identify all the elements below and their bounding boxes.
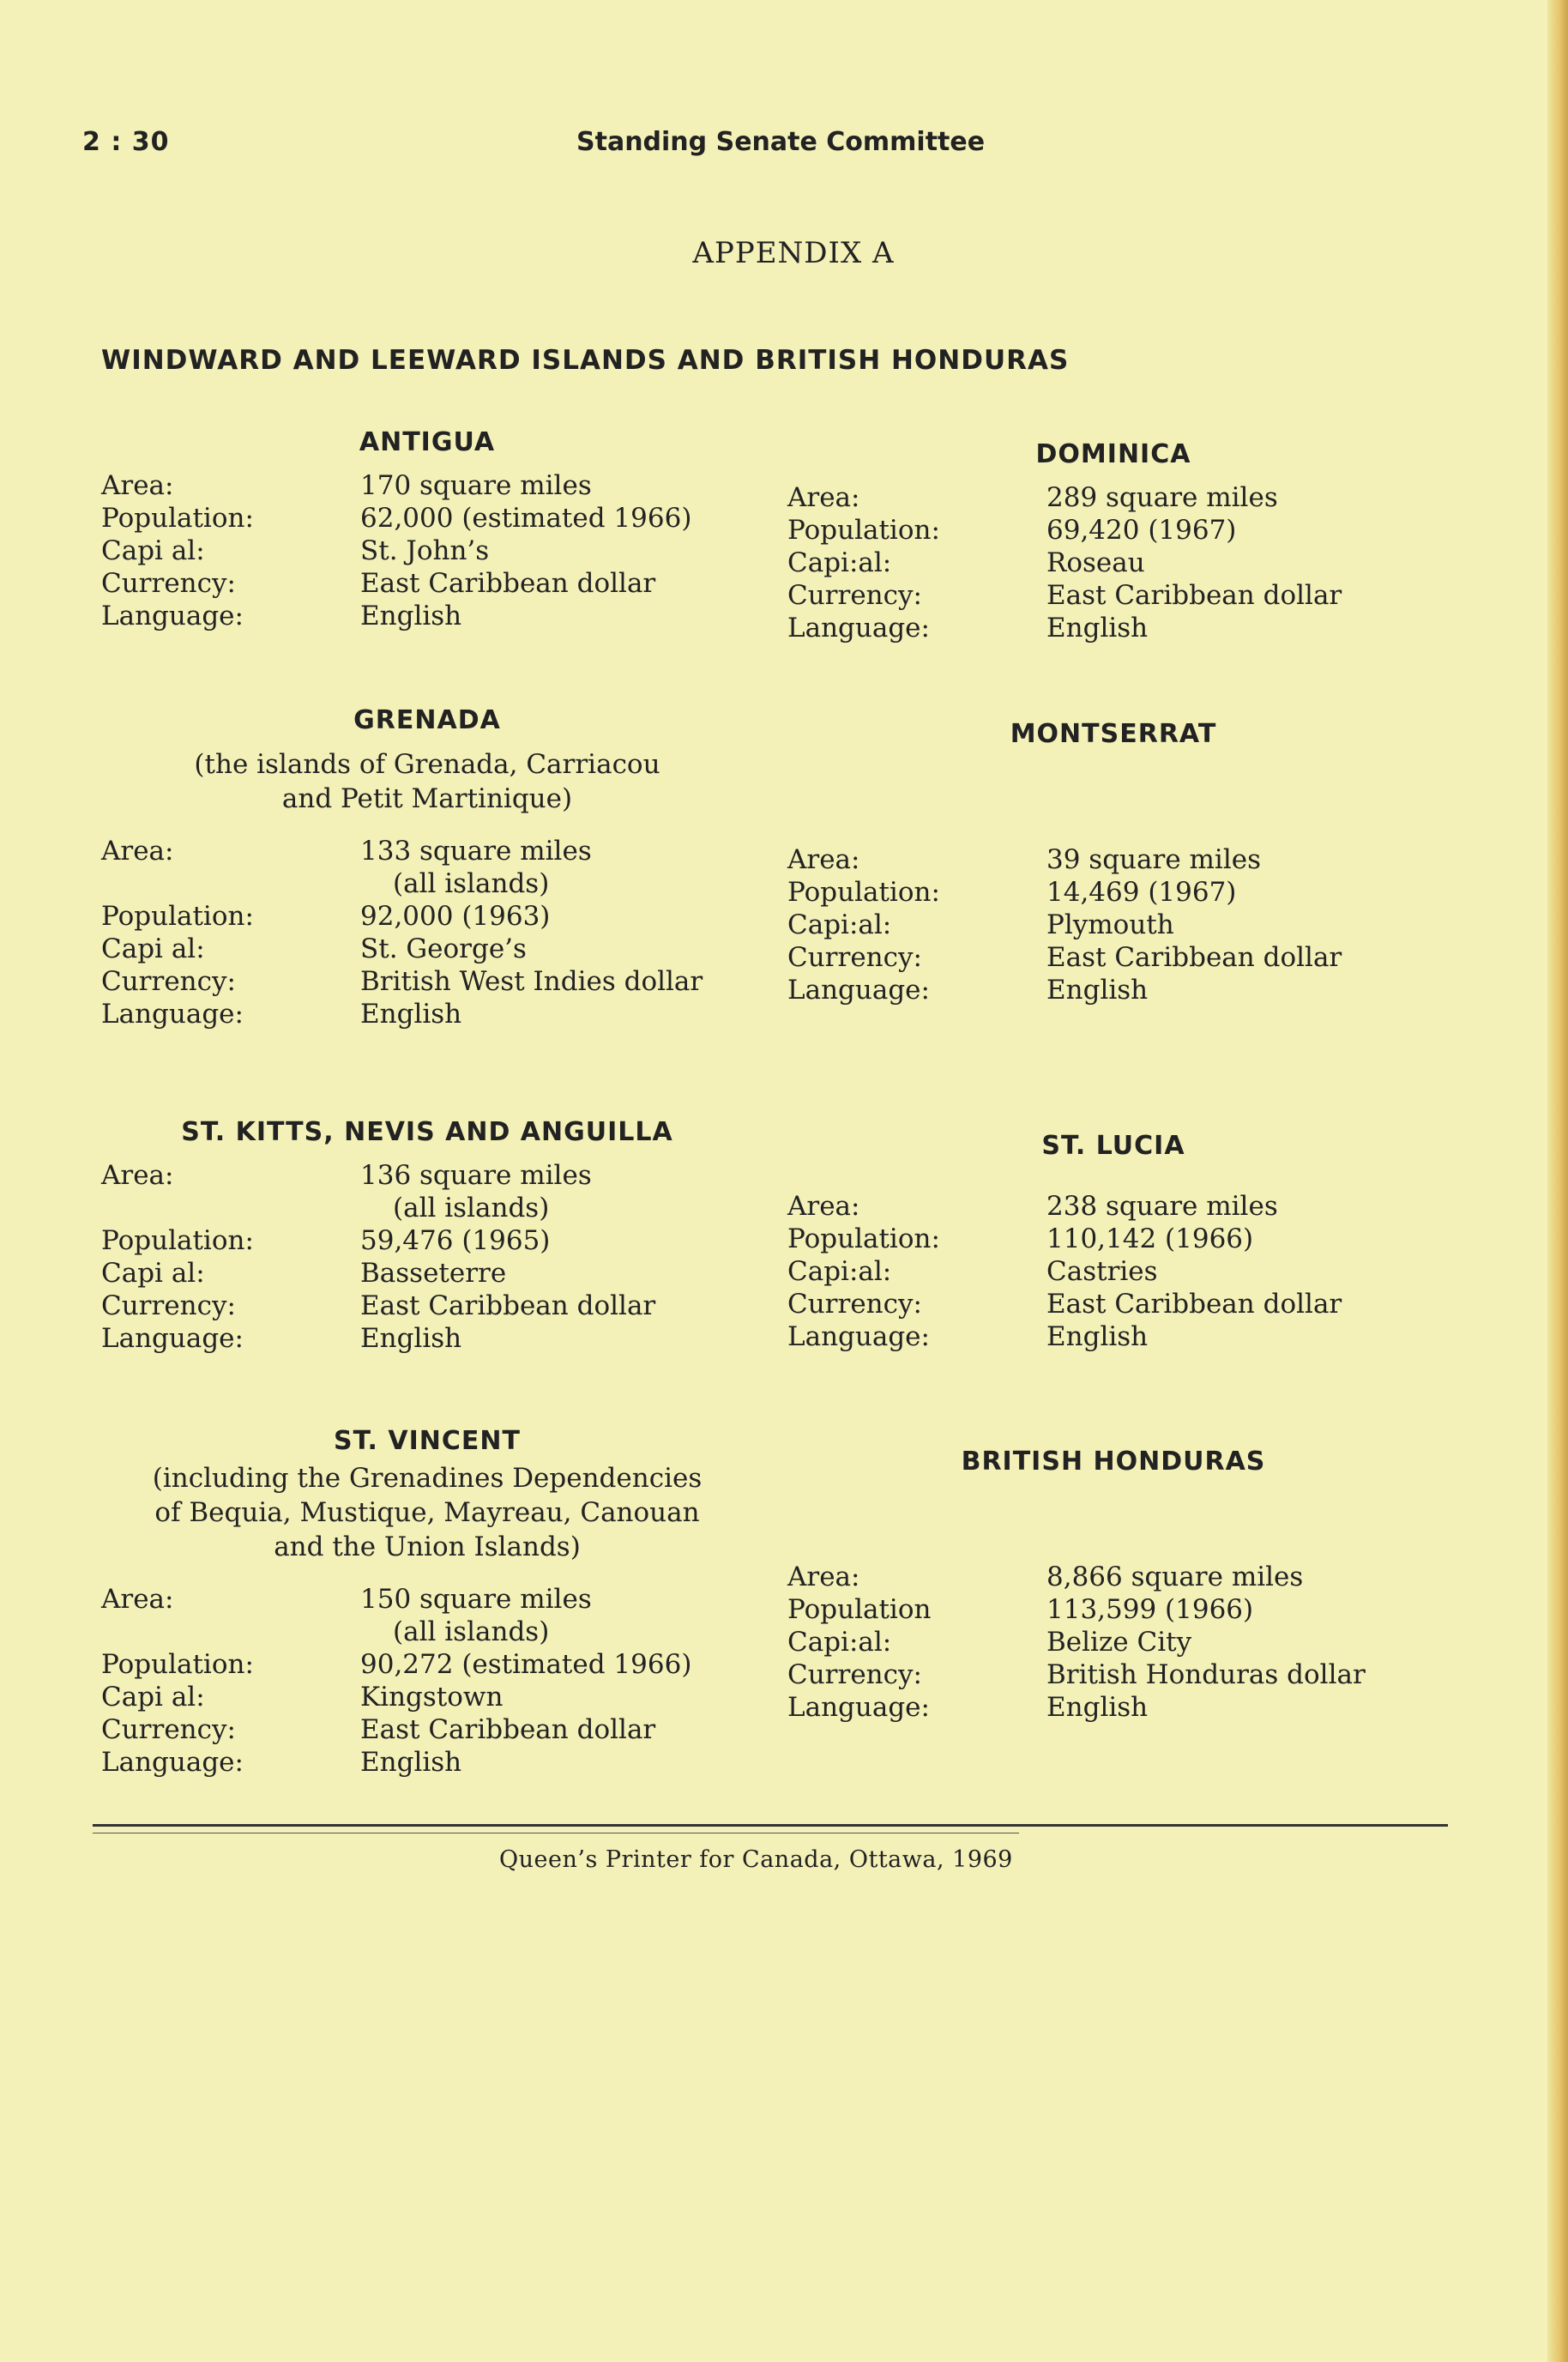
- row-label: Population:: [787, 1223, 940, 1254]
- row-label: Capi al:: [101, 535, 205, 566]
- info-row: [101, 600, 753, 632]
- row-label: Area:: [101, 836, 174, 867]
- row-label: Currency:: [787, 1659, 922, 1690]
- info-row: [787, 843, 1439, 876]
- section-title: ST. VINCENT: [334, 1426, 521, 1456]
- row-label: Area:: [787, 1562, 860, 1592]
- info-row: [101, 1746, 753, 1779]
- info-row: [787, 481, 1439, 514]
- info-row: [787, 1691, 1439, 1724]
- area-note: (all islands): [393, 1616, 550, 1647]
- page-number: 2 : 30: [82, 127, 170, 157]
- info-row: [101, 1159, 753, 1224]
- info-row: [101, 965, 753, 998]
- row-value: 62,000 (estimated 1966): [360, 503, 692, 534]
- row-value: Castries: [1046, 1256, 1158, 1287]
- info-row: [101, 1224, 753, 1257]
- row-value: 39 square miles: [1046, 844, 1261, 875]
- info-row: [101, 469, 753, 502]
- subtitle-line: and the Union Islands): [274, 1531, 581, 1562]
- info-row: [101, 835, 753, 900]
- row-label: Capi:al:: [787, 1256, 892, 1287]
- row-label: Language:: [787, 613, 930, 643]
- row-value: 90,272 (estimated 1966): [360, 1649, 692, 1680]
- info-row: [787, 1223, 1439, 1255]
- info-row: [787, 612, 1439, 644]
- section-title: GRENADA: [353, 705, 501, 735]
- row-value: 59,476 (1965): [360, 1225, 551, 1256]
- row-label: Area:: [787, 844, 860, 875]
- subtitle-line: and Petit Martinique): [281, 783, 573, 814]
- info-row: [787, 876, 1439, 909]
- row-label: Currency:: [101, 568, 236, 599]
- row-label: Area:: [101, 470, 174, 501]
- row-value: English: [360, 999, 462, 1030]
- row-value: English: [1046, 975, 1149, 1006]
- row-label: Currency:: [101, 1290, 236, 1321]
- row-label: Area:: [787, 1191, 860, 1222]
- row-label: Population:: [101, 1225, 254, 1256]
- row-value: St. John’s: [360, 535, 490, 566]
- row-label: Capi al:: [101, 933, 205, 964]
- row-value: East Caribbean dollar: [360, 1714, 656, 1745]
- row-label: Population:: [101, 901, 254, 932]
- info-row: [101, 1648, 753, 1681]
- info-row: [101, 567, 753, 600]
- area-value: 133 square miles: [360, 836, 592, 867]
- row-value: St. George’s: [360, 933, 527, 964]
- row-value: English: [360, 1747, 462, 1778]
- row-label: Area:: [101, 1160, 174, 1191]
- row-value: Plymouth: [1046, 909, 1174, 940]
- section-st-lucia: [787, 1131, 1439, 1353]
- row-value: English: [360, 601, 462, 631]
- row-value: 113,599 (1966): [1046, 1594, 1254, 1625]
- info-row: [787, 579, 1439, 612]
- row-value: 92,000 (1963): [360, 901, 551, 932]
- row-value: English: [1046, 613, 1149, 643]
- row-value: 110,142 (1966): [1046, 1223, 1254, 1254]
- info-row: [787, 514, 1439, 547]
- info-row: [101, 1583, 753, 1648]
- info-row: [101, 1681, 753, 1713]
- info-row: [101, 502, 753, 535]
- section-grenada: [101, 705, 753, 1030]
- section-title: ST. KITTS, NEVIS AND ANGUILLA: [181, 1117, 673, 1147]
- row-value: East Caribbean dollar: [1046, 942, 1342, 973]
- row-value: Belize City: [1046, 1627, 1192, 1658]
- row-value: Kingstown: [360, 1682, 504, 1713]
- row-label: Language:: [101, 999, 244, 1030]
- row-label: Area:: [101, 1584, 174, 1615]
- row-label: Population:: [101, 1649, 254, 1680]
- row-label: Currency:: [787, 1289, 922, 1320]
- row-label: Language:: [101, 1323, 244, 1354]
- section-subtitle: [101, 1461, 753, 1564]
- main-title: WINDWARD AND LEEWARD ISLANDS AND BRITISH HONDURAS: [101, 345, 1070, 376]
- row-label: Capi:al:: [787, 909, 892, 940]
- section-british-honduras: [787, 1447, 1439, 1724]
- row-value: Basseterre: [360, 1258, 507, 1289]
- row-label: Capi:al:: [787, 1627, 892, 1658]
- info-row: [787, 547, 1439, 579]
- section-montserrat: [787, 719, 1439, 1006]
- row-value: Roseau: [1046, 547, 1145, 578]
- row-label: Capi:al:: [787, 547, 892, 578]
- section-subtitle: [101, 747, 753, 816]
- info-row: [787, 1593, 1439, 1626]
- row-value: East Caribbean dollar: [1046, 580, 1342, 611]
- row-label: Population: [787, 1594, 932, 1625]
- row-value: English: [1046, 1321, 1149, 1352]
- appendix-label: APPENDIX A: [692, 236, 895, 270]
- row-value: British West Indies dollar: [360, 966, 703, 997]
- row-value: East Caribbean dollar: [1046, 1289, 1342, 1320]
- info-row: [787, 1626, 1439, 1658]
- info-row: [101, 900, 753, 933]
- row-label: Language:: [101, 601, 244, 631]
- row-value: East Caribbean dollar: [360, 1290, 656, 1321]
- page-edge: [1547, 0, 1568, 2362]
- info-row: [787, 1255, 1439, 1288]
- area-note: (all islands): [393, 1193, 550, 1223]
- row-value: 289 square miles: [1046, 482, 1278, 513]
- area-value: 136 square miles: [360, 1160, 592, 1191]
- section-title: DOMINICA: [1035, 439, 1191, 469]
- section-title: BRITISH HONDURAS: [961, 1447, 1266, 1477]
- subtitle-line: of Bequia, Mustique, Mayreau, Canouan: [154, 1497, 700, 1528]
- row-label: Language:: [787, 1321, 930, 1352]
- row-label: Population:: [787, 877, 940, 908]
- area-note: (all islands): [393, 868, 550, 899]
- section-antigua: [101, 427, 753, 632]
- row-label: Currency:: [101, 966, 236, 997]
- section-st-kitts: [101, 1117, 753, 1355]
- section-dominica: [787, 439, 1439, 644]
- row-label: Language:: [101, 1747, 244, 1778]
- info-row: [787, 1288, 1439, 1320]
- row-value: English: [360, 1323, 462, 1354]
- row-value: 69,420 (1967): [1046, 515, 1237, 546]
- row-value: [360, 1583, 592, 1648]
- row-label: Capi al:: [101, 1682, 205, 1713]
- row-value: English: [1046, 1692, 1149, 1723]
- row-value: [360, 1159, 592, 1224]
- row-label: Language:: [787, 1692, 930, 1723]
- info-row: [787, 1561, 1439, 1593]
- row-value: 170 square miles: [360, 470, 592, 501]
- section-title: MONTSERRAT: [1010, 719, 1217, 749]
- info-row: [787, 909, 1439, 941]
- area-value: 150 square miles: [360, 1584, 592, 1615]
- row-label: Area:: [787, 482, 860, 513]
- subtitle-line: (the islands of Grenada, Carriacou: [194, 749, 660, 780]
- footer-rule: [93, 1824, 1448, 1827]
- row-label: Currency:: [787, 580, 922, 611]
- info-row: [101, 535, 753, 567]
- row-label: Population:: [787, 515, 940, 546]
- row-value: British Honduras dollar: [1046, 1659, 1366, 1690]
- row-value: 238 square miles: [1046, 1191, 1278, 1222]
- subtitle-line: (including the Grenadines Dependencies: [152, 1463, 703, 1494]
- info-row: [787, 941, 1439, 974]
- info-row: [101, 1322, 753, 1355]
- row-value: 8,866 square miles: [1046, 1562, 1304, 1592]
- row-label: Currency:: [787, 942, 922, 973]
- row-value: East Caribbean dollar: [360, 568, 656, 599]
- section-title: ANTIGUA: [359, 427, 496, 457]
- row-label: Currency:: [101, 1714, 236, 1745]
- section-st-vincent: [101, 1426, 753, 1779]
- printer-imprint: Queen’s Printer for Canada, Ottawa, 1969: [499, 1846, 1013, 1873]
- info-row: [787, 1320, 1439, 1353]
- row-value: [360, 835, 592, 900]
- info-row: [101, 933, 753, 965]
- row-label: Population:: [101, 503, 254, 534]
- row-value: 14,469 (1967): [1046, 877, 1237, 908]
- info-row: [101, 1713, 753, 1746]
- row-label: Capi al:: [101, 1258, 205, 1289]
- info-row: [787, 974, 1439, 1006]
- running-head: Standing Senate Committee: [576, 127, 986, 157]
- section-title: ST. LUCIA: [1041, 1131, 1185, 1161]
- info-row: [787, 1190, 1439, 1223]
- info-row: [101, 1290, 753, 1322]
- info-row: [787, 1658, 1439, 1691]
- info-row: [101, 1257, 753, 1290]
- row-label: Language:: [787, 975, 930, 1006]
- info-row: [101, 998, 753, 1030]
